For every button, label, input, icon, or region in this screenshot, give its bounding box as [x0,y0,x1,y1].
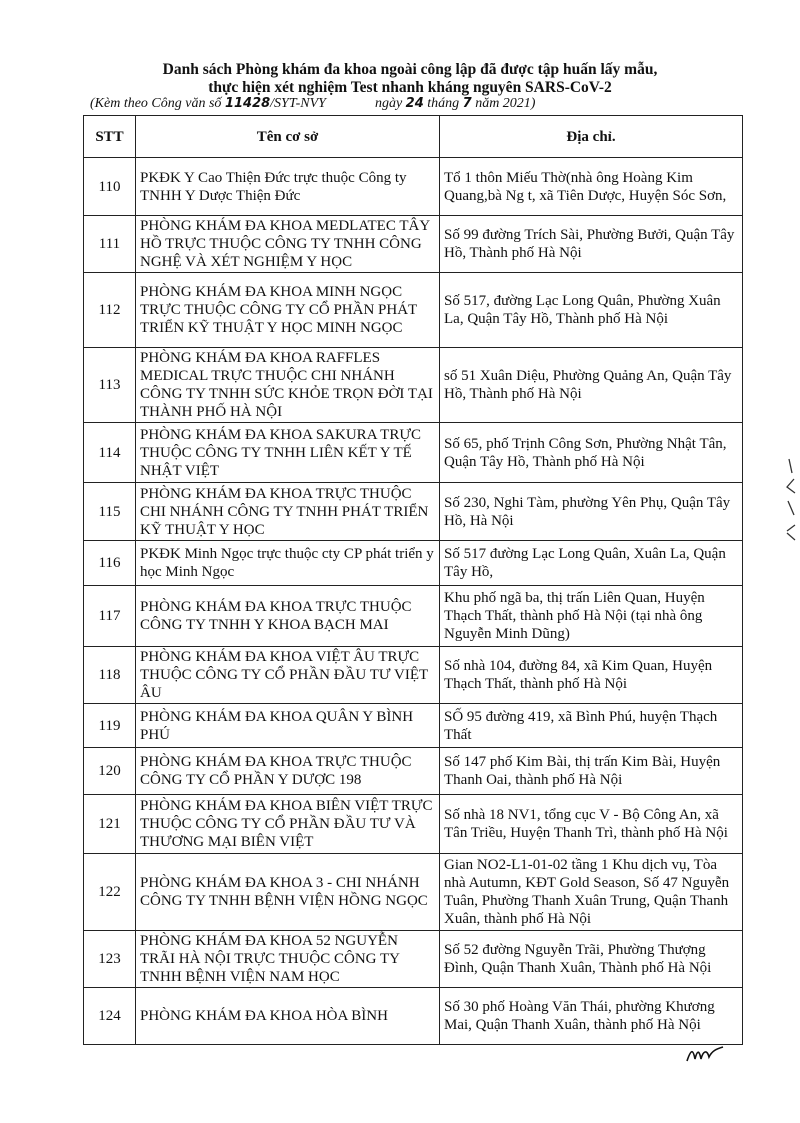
row-address: Số 52 đường Nguyễn Trãi, Phường Thượng Đình, Quận Thanh Xuân, Thành phố Hà Nội [440,931,743,988]
row-stt: 118 [84,647,136,704]
row-name: PHÒNG KHÁM ĐA KHOA RAFFLES MEDICAL TRỰC THUỘC CHI NHÁNH CÔNG TY TNHH SỨC KHỎE TRỌN ĐỜI TẠI THÀNH PHỐ HÀ NỘI [136,348,440,423]
table-row [84,216,743,273]
row-name: PHÒNG KHÁM ĐA KHOA 3 - CHI NHÁNH CÔNG TY TNHH BỆNH VIỆN HỒNG NGỌC [136,854,440,931]
day-value: 24 [405,96,424,111]
table-row [84,158,743,216]
row-stt: 110 [84,158,136,216]
row-name: PHÒNG KHÁM ĐA KHOA TRỰC THUỘC CÔNG TY CỔ PHẦN Y DƯỢC 198 [136,748,440,795]
row-address: Số 230, Nghi Tàm, phường Yên Phụ, Quận Tây Hồ, Hà Nội [440,483,743,541]
table-row [84,541,743,586]
row-address: Số 517 đường Lạc Long Quân, Xuân La, Quận Tây Hồ, [440,541,743,586]
table-row [84,483,743,541]
document-title-line2: thực hiện xét nghiệm Test nhanh kháng nguyên SARS-CoV-2 [208,79,612,96]
row-stt: 116 [84,541,136,586]
row-name: PHÒNG KHÁM ĐA KHOA VIỆT ÂU TRỰC THUỘC CÔNG TY CỔ PHẦN ĐẦU TƯ VIỆT ÂU [136,647,440,704]
table-row [84,748,743,795]
row-name: PHÒNG KHÁM ĐA KHOA QUÂN Y BÌNH PHÚ [136,704,440,748]
row-address: Số 99 đường Trích Sài, Phường Bưởi, Quận Tây Hồ, Thành phố Hà Nội [440,216,743,273]
row-stt: 117 [84,586,136,647]
row-address: Gian NO2-L1-01-02 tầng 1 Khu dịch vụ, Tòa nhà Autumn, KĐT Gold Season, Số 47 Nguyễn Tuân, Phường Thanh Xuân Trung, Quận Thanh Xuân, thành phố Hà Nội [440,854,743,931]
row-name: PKĐK Minh Ngọc trực thuộc cty CP phát triển y học Minh Ngọc [136,541,440,586]
table-row [84,931,743,988]
row-stt: 114 [84,423,136,483]
row-address: Số 65, phố Trịnh Công Sơn, Phường Nhật Tân, Quận Tây Hồ, Thành phố Hà Nội [440,423,743,483]
table-row [84,647,743,704]
header-stt: STT [84,116,136,158]
row-name: PHÒNG KHÁM ĐA KHOA 52 NGUYỄN TRÃI HÀ NỘI TRỰC THUỘC CÔNG TY TNHH BỆNH VIỆN NAM HỌC [136,931,440,988]
row-stt: 113 [84,348,136,423]
row-stt: 111 [84,216,136,273]
handwritten-initials [685,1043,725,1070]
row-name: PHÒNG KHÁM ĐA KHOA SAKURA TRỰC THUỘC CÔNG TY TNHH LIÊN KẾT Y TẾ NHẬT VIỆT [136,423,440,483]
row-address: Tổ 1 thôn Miếu Thờ(nhà ông Hoàng Kim Quang,bà Ng t, xã Tiên Dược, Huyện Sóc Sơn, [440,158,743,216]
row-name: PHÒNG KHÁM ĐA KHOA TRỰC THUỘC CHI NHÁNH CÔNG TY TNHH PHÁT TRIỂN KỸ THUẬT Y HỌC [136,483,440,541]
document-title-line1: Danh sách Phòng khám đa khoa ngoài công lập đã được tập huấn lấy mẫu, [162,61,658,78]
row-name: PHÒNG KHÁM ĐA KHOA TRỰC THUỘC CÔNG TY TNHH Y KHOA BẠCH MAI [136,586,440,647]
row-stt: 119 [84,704,136,748]
row-name: PHÒNG KHÁM ĐA KHOA MINH NGỌC TRỰC THUỘC CÔNG TY CỔ PHẦN PHÁT TRIỂN KỸ THUẬT Y HỌC MINH NGỌC [136,273,440,348]
table-header-row [84,116,743,158]
row-address: Số 517, đường Lạc Long Quân, Phường Xuân La, Quận Tây Hồ, Thành phố Hà Nội [440,273,743,348]
row-stt: 115 [84,483,136,541]
row-address: Số nhà 104, đường 84, xã Kim Quan, Huyện Thạch Thất, thành phố Hà Nội [440,647,743,704]
row-address: Số 30 phố Hoàng Văn Thái, phường Khương Mai, Quận Thanh Xuân, thành phố Hà Nội [440,988,743,1045]
row-name: PKĐK Y Cao Thiện Đức trực thuộc Công ty TNHH Y Dược Thiện Đức [136,158,440,216]
row-address: SỐ 95 đường 419, xã Bình Phú, huyện Thạch Thất [440,704,743,748]
table-row [84,704,743,748]
row-stt: 120 [84,748,136,795]
header-address: Địa chỉ. [440,116,743,158]
table-row [84,423,743,483]
attach-prefix: (Kèm theo Công văn số [90,96,225,111]
row-name: PHÒNG KHÁM ĐA KHOA BIÊN VIỆT TRỰC THUỘC CÔNG TY CỔ PHẦN ĐẦU TƯ VÀ THƯƠNG MẠI BIÊN VIỆT [136,795,440,854]
row-stt: 122 [84,854,136,931]
table-row [84,348,743,423]
month-value: 7 [462,96,472,111]
row-stt: 124 [84,988,136,1045]
attachment-reference [90,96,650,112]
year-label: năm 2021) [471,96,536,111]
clinic-table [83,115,743,1045]
row-stt: 112 [84,273,136,348]
table-row [84,586,743,647]
row-address: Khu phố ngã ba, thị trấn Liên Quan, Huyện Thạch Thất, thành phố Hà Nội (tại nhà ông Nguyễn Minh Dũng) [440,586,743,647]
row-address: Số 147 phố Kim Bài, thị trấn Kim Bài, Huyện Thanh Oai, thành phố Hà Nội [440,748,743,795]
table-row [84,795,743,854]
doc-suffix: /SYT-NVY [270,96,326,111]
day-label: ngày [374,96,406,111]
margin-stamp-mark [784,455,798,545]
row-stt: 121 [84,795,136,854]
month-label: tháng [423,96,463,111]
row-address: số 51 Xuân Diệu, Phường Quảng An, Quận Tây Hồ, Thành phố Hà Nội [440,348,743,423]
table-row [84,273,743,348]
table-row [84,988,743,1045]
row-name: PHÒNG KHÁM ĐA KHOA HÒA BÌNH [136,988,440,1045]
row-stt: 123 [84,931,136,988]
doc-number: 11428 [224,96,271,111]
header-name: Tên cơ sở [136,116,440,158]
row-name: PHÒNG KHÁM ĐA KHOA MEDLATEC TÂY HỒ TRỰC THUỘC CÔNG TY TNHH CÔNG NGHỆ VÀ XÉT NGHIỆM Y HỌC [136,216,440,273]
table-row [84,854,743,931]
row-address: Số nhà 18 NV1, tổng cục V - Bộ Công An, xã Tân Triều, Huyện Thanh Trì, thành phố Hà Nội [440,795,743,854]
